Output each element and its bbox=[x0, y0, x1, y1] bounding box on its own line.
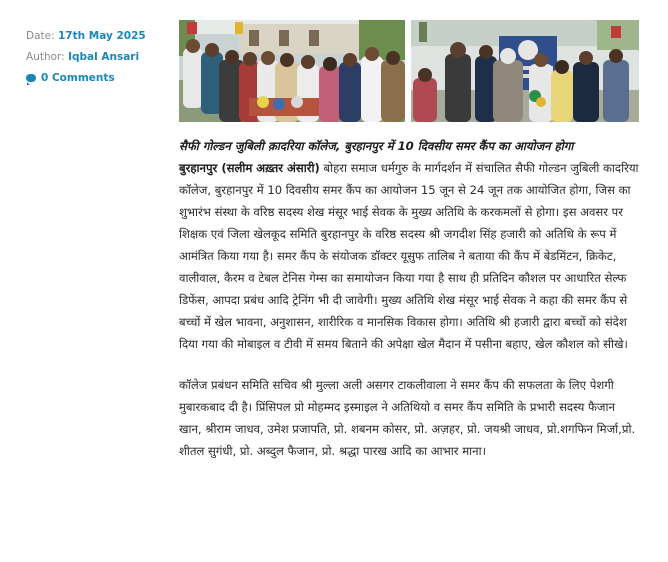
comment-icon bbox=[26, 74, 36, 82]
event-photo-right-illustration bbox=[411, 20, 639, 122]
photo-gallery bbox=[179, 20, 639, 122]
article-body bbox=[179, 135, 641, 462]
event-photo-left-illustration bbox=[179, 20, 405, 122]
author-link[interactable]: Iqbal Ansari bbox=[68, 51, 140, 63]
article-paragraph-2: कॉलेज प्रबंधन समिति सचिव श्री मुल्ला अली असगर टाकलीवाला ने समर कैंप की सफलता के लिए पेशगी मुबारकबाद दी है। प्रिंसिपल प्रो मोहम्मद इस्माइल ने अतिथियो व समर कैंप समिति के प्रभारी सदस्य फैजान खान, श्रीराम जाधव, उमेश प्रजापति, प्रो. शबनम कोसर, प्रो. अज़हर, प्रो. जयश्री जाधव, प्रो.शगफिन मिर्जा,प्रो. शीतल सुगंधी, प्रो. अब्दुल फैजान, प्रो. श्रद्धा पारख आदि का आभार माना। bbox=[179, 378, 636, 458]
article-headline: सैफी गोल्डन जुबिली क़ादरिया कॉलेज, बुरहानपुर में 10 दिवसीय समर कैंप का आयोजन होगा bbox=[179, 139, 574, 153]
date-label: Date: bbox=[26, 30, 55, 42]
article-byline: बुरहानपुर (सलीम अख़्तर अंसारी) bbox=[179, 161, 320, 175]
post-meta bbox=[26, 26, 166, 89]
author-label: Author: bbox=[26, 51, 65, 63]
comments-count[interactable]: 0 Comments bbox=[41, 72, 115, 84]
date-row bbox=[26, 26, 166, 47]
author-row bbox=[26, 47, 166, 68]
date-value: 17th May 2025 bbox=[57, 30, 146, 42]
comments-link[interactable] bbox=[26, 68, 166, 89]
article-paragraph-1-text: बोहरा समाज धर्मगुरु के मार्गदर्शन में संचालित सैफी गोल्डन जुबिली कादरिया कॉलेज, बुरहानपुर में 10 दिवसीय समर कैंप का आयोजन 15 जून से 24 जून तक आयोजित होगा, जिस का शुभारंभ संस्था के वरिष्ठ सदस्य शेख मंसूर भाई सेवक के मुख्य अतिथि के करकमलों से होगा। इस अवसर पर शिक्षक एवं जिला खेलकूद समिति बुरहानपुर के वरिष्ठ सदस्य श्री जगदीश सिंह हजारी को अतिथि के रूप में आमंत्रित किया गया है। समर कैंप के संयोजक डॉक्टर यूसुफ तालिब ने बताया की कैंप में बेडमिंटन, क्रिकेट, वालीवाल, कैरम व टेबल टेनिस गेम्स का समायोजन किया गया है साथ ही प्रतिदिन कौशल पर आधारित सेल्फ डिफेंस, आपदा प्रबंध आदि ट्रेनिंग भी दी जावेगी। मुख्य अतिथि शेख मंसूर भाई सेवक ने कहा की समर कैंप से बच्चों में खेल भावना, अनुशासन, शारीरिक व मानसिक विकास होगा। अतिथि श्री हजारी द्वारा बच्चों को संदेश दिया गया की मोबाइल व टीवी में समय बिताने की अपेक्षा खेल मैदान में पसीना बहाए, खेल कौशल को सीखे। bbox=[179, 161, 639, 351]
article-paragraph-1 bbox=[179, 157, 641, 355]
event-photo-right[interactable] bbox=[411, 20, 639, 122]
event-photo-left[interactable] bbox=[179, 20, 405, 122]
